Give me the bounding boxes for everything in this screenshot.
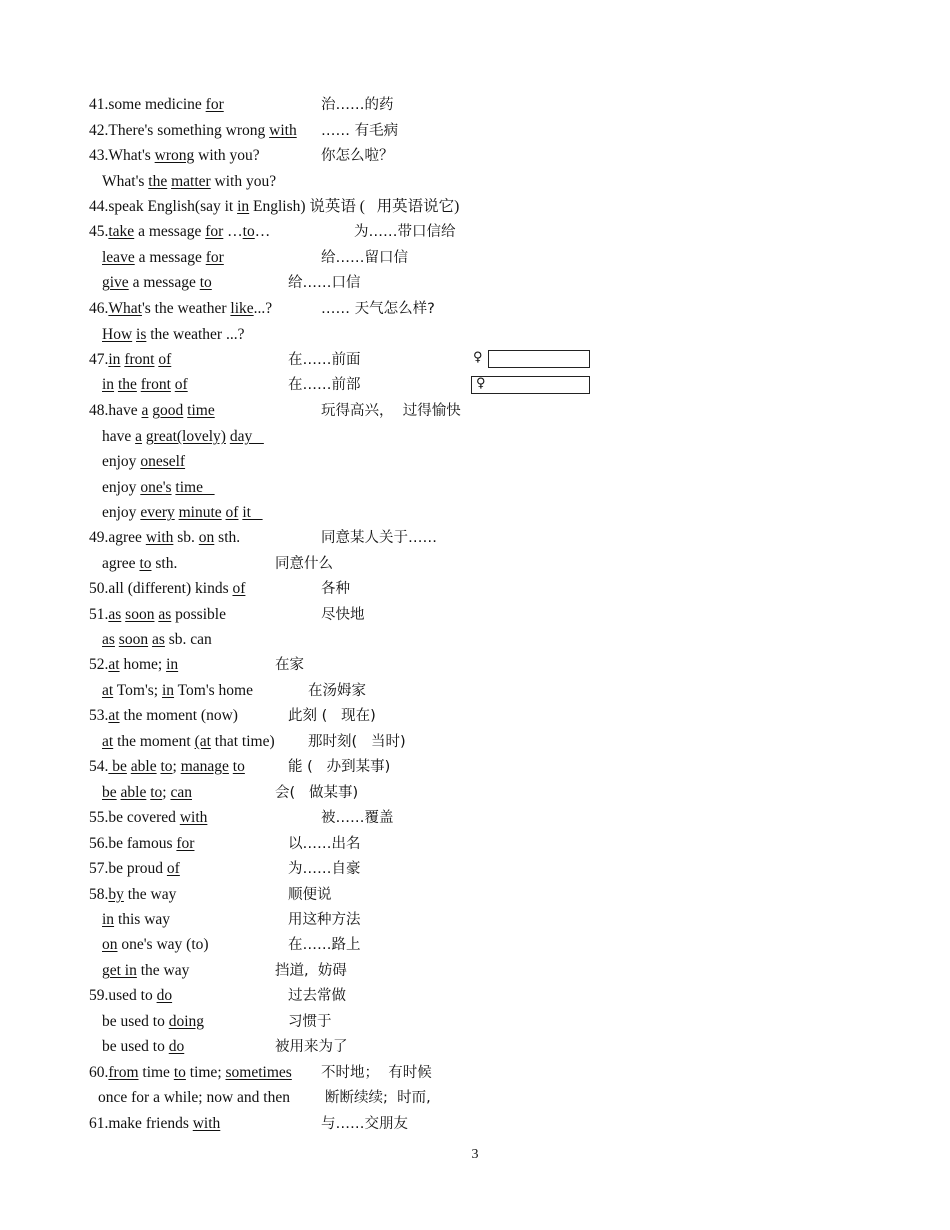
underlined-word: time <box>175 479 215 496</box>
english-phrase <box>89 808 207 828</box>
underlined-word: great(lovely) <box>145 428 226 445</box>
phrase-text: this way <box>114 911 171 928</box>
underlined-word: minute <box>178 504 222 521</box>
english-phrase <box>89 986 172 1006</box>
underlined-word: give <box>102 274 129 291</box>
phrase-text: 54. <box>89 758 109 775</box>
underlined-word: to <box>242 223 255 240</box>
phrase-text: 's the weather <box>141 300 231 317</box>
chinese-meaning: 你怎么啦？ <box>321 148 394 164</box>
chinese-meaning: 挡道, 妨碍 <box>275 963 347 979</box>
underlined-word: as <box>158 606 172 623</box>
underlined-word: of <box>174 376 188 393</box>
english-phrase <box>102 325 244 345</box>
chinese-meaning: 给……口信 <box>288 275 361 291</box>
english-phrase <box>89 655 178 675</box>
phrase-text: ; <box>162 784 171 801</box>
blank-box-front <box>488 350 590 368</box>
phrase-text: sb. <box>173 529 199 546</box>
underlined-word: of <box>158 351 172 368</box>
underlined-word: in <box>102 911 115 928</box>
underlined-word: with <box>179 809 208 826</box>
english-phrase <box>102 478 215 498</box>
underlined-word: as <box>151 631 165 648</box>
phrase-text: 44.speak English(say it <box>89 198 238 215</box>
underlined-word: do <box>168 1038 185 1055</box>
english-phrase <box>89 146 260 166</box>
phrase-text: 48.have <box>89 402 142 419</box>
underlined-word: the <box>148 173 168 190</box>
phrase-text: agree <box>102 555 140 572</box>
underlined-word: a <box>135 428 143 445</box>
chinese-meaning: 断断续续; 时而, <box>325 1090 431 1106</box>
phrase-text: the way <box>123 886 177 903</box>
english-phrase <box>102 172 276 192</box>
chinese-meaning: 在……前部 <box>288 377 361 393</box>
chinese-meaning: 以……出名 <box>288 836 361 852</box>
chinese-meaning: 能 ( 办到某事) <box>288 759 391 775</box>
phrase-text: the way <box>136 962 190 979</box>
english-phrase <box>102 681 253 701</box>
underlined-word: every <box>140 504 175 521</box>
phrase-text: be used to <box>102 1038 169 1055</box>
phrase-text: 56.be famous <box>89 835 177 852</box>
chinese-meaning: 顺便说 <box>288 887 332 903</box>
underlined-word: wrong <box>154 147 195 164</box>
underlined-word: time <box>187 402 215 419</box>
english-phrase <box>102 961 189 981</box>
underlined-word: day <box>229 428 264 445</box>
underlined-word: can <box>170 784 192 801</box>
underlined-word: at <box>108 656 120 673</box>
underlined-word: to <box>232 758 245 775</box>
underlined-word: on <box>198 529 215 546</box>
underlined-word: of <box>232 580 246 597</box>
underlined-word: with <box>269 122 297 139</box>
chinese-meaning: 为……自豪 <box>288 861 361 877</box>
underlined-word: manage <box>180 758 229 775</box>
underlined-word: in <box>108 351 121 368</box>
underlined-word: with <box>145 529 174 546</box>
phrase-text: sth. <box>214 529 241 546</box>
underlined-word: oneself <box>140 453 186 470</box>
underlined-word: to <box>150 784 163 801</box>
chinese-meaning: 此刻 ( 现在) <box>288 708 376 724</box>
english-phrase <box>102 1012 204 1032</box>
english-phrase <box>89 706 238 726</box>
english-phrase <box>89 834 194 854</box>
phrase-text: with you? <box>194 147 260 164</box>
underlined-word: a <box>141 402 149 419</box>
underlined-word: able <box>120 784 147 801</box>
english-phrase <box>89 299 272 319</box>
underlined-word: at <box>102 682 114 699</box>
underlined-word: soon <box>118 631 149 648</box>
phrase-text: have <box>102 428 136 445</box>
phrase-text: home; <box>119 656 167 673</box>
underlined-word: in <box>237 198 250 215</box>
underlined-word: able <box>130 758 157 775</box>
underlined-word: of <box>166 860 180 877</box>
english-phrase <box>102 427 264 447</box>
underlined-word: in <box>102 376 115 393</box>
underlined-word: to <box>160 758 173 775</box>
underlined-word: at <box>108 707 120 724</box>
english-phrase <box>89 1114 220 1134</box>
underlined-word: What <box>108 300 142 317</box>
phrase-text: … <box>223 223 243 240</box>
phrase-text: enjoy <box>102 453 141 470</box>
phrase-text: Tom's; <box>113 682 162 699</box>
phrase-text: 61.make friends <box>89 1115 193 1132</box>
female-symbol-icon: ♀ <box>473 350 483 365</box>
phrase-text: 59.used to <box>89 987 157 1004</box>
english-phrase <box>102 375 188 395</box>
phrase-text: the weather ...? <box>146 326 245 343</box>
phrase-text: one's way (to) <box>117 936 209 953</box>
english-phrase <box>98 1088 290 1108</box>
underlined-word: leave <box>102 249 135 266</box>
english-phrase <box>102 935 209 955</box>
chinese-meaning: 被用来为了 <box>275 1039 348 1055</box>
phrase-text: 45. <box>89 223 109 240</box>
phrase-text: enjoy <box>102 504 141 521</box>
english-phrase <box>89 197 459 217</box>
underlined-word: by <box>108 886 124 903</box>
english-phrase <box>102 452 185 472</box>
phrase-text: 50.all (different) kinds <box>89 580 233 597</box>
english-phrase <box>89 859 180 879</box>
underlined-word: be <box>102 784 117 801</box>
underlined-word: like <box>230 300 254 317</box>
underlined-word: to <box>173 1064 186 1081</box>
underlined-word: take <box>108 223 135 240</box>
phrase-text: 60. <box>89 1064 109 1081</box>
english-phrase <box>89 528 240 548</box>
chinese-meaning: 在……前面 <box>288 352 361 368</box>
phrase-text: 52. <box>89 656 109 673</box>
phrase-text: a message <box>134 249 206 266</box>
english-phrase <box>102 910 170 930</box>
underlined-word: sometimes <box>225 1064 292 1081</box>
blank-box-front-part <box>471 376 590 394</box>
chinese-meaning: 治……的药 <box>321 97 394 113</box>
english-phrase <box>102 273 212 293</box>
phrase-text: possible <box>171 606 226 623</box>
phrase-text: English) 说英语 ( 用英语说它) <box>249 198 460 215</box>
underlined-word: front <box>140 376 171 393</box>
chinese-meaning: 各种 <box>321 581 350 597</box>
phrase-text: enjoy <box>102 479 141 496</box>
chinese-meaning: 同意某人关于…… <box>321 530 437 546</box>
english-phrase <box>89 121 297 141</box>
underlined-word: to <box>199 274 212 291</box>
english-phrase <box>89 350 171 370</box>
chinese-meaning: 同意什么 <box>275 556 333 572</box>
english-phrase <box>102 554 177 574</box>
underlined-word: of <box>225 504 239 521</box>
chinese-meaning: 在……路上 <box>288 937 361 953</box>
chinese-meaning: 那时刻( 当时) <box>308 734 406 750</box>
english-phrase <box>89 885 176 905</box>
female-symbol-icon: ♀ <box>476 376 486 391</box>
underlined-word: soon <box>125 606 155 623</box>
phrase-text: 49.agree <box>89 529 146 546</box>
english-phrase <box>102 630 212 650</box>
chinese-meaning: 习惯于 <box>288 1014 332 1030</box>
chinese-meaning: 为……带口信给 <box>354 224 456 240</box>
page-number: 3 <box>471 1147 479 1162</box>
phrase-text: that time) <box>210 733 275 750</box>
underlined-word: with <box>192 1115 221 1132</box>
phrase-text: 58. <box>89 886 109 903</box>
chinese-meaning: 不时地； 有时候 <box>321 1065 432 1081</box>
phrase-text: once for a while; now and then <box>98 1089 290 1106</box>
phrase-text: the moment (now) <box>119 707 238 724</box>
underlined-word: front <box>124 351 155 368</box>
underlined-word: do <box>156 987 173 1004</box>
english-phrase <box>89 757 245 777</box>
phrase-text: with you? <box>210 173 277 190</box>
chinese-meaning: 给……留口信 <box>321 250 408 266</box>
phrase-text: Tom's home <box>174 682 253 699</box>
phrase-text: a message <box>128 274 200 291</box>
underlined-word: (at <box>194 733 211 750</box>
underlined-word: for <box>205 249 224 266</box>
underlined-word: is <box>136 326 147 343</box>
underlined-word: on <box>102 936 118 953</box>
english-phrase <box>102 783 192 803</box>
chinese-meaning: 玩得高兴， 过得愉快 <box>321 403 461 419</box>
english-phrase <box>102 732 275 752</box>
phrase-text: 53. <box>89 707 109 724</box>
phrase-text: the moment <box>113 733 195 750</box>
underlined-word: for <box>205 223 224 240</box>
phrase-text: a message <box>134 223 206 240</box>
phrase-text: 41.some medicine <box>89 96 206 113</box>
chinese-meaning: 在汤姆家 <box>308 683 366 699</box>
underlined-word: one's <box>140 479 172 496</box>
underlined-word: as <box>108 606 122 623</box>
phrase-text: be used to <box>102 1013 169 1030</box>
underlined-word: matter <box>171 173 211 190</box>
phrase-text: 51. <box>89 606 109 623</box>
underlined-word: it <box>242 504 263 521</box>
underlined-word: in <box>166 656 179 673</box>
english-phrase <box>89 222 270 242</box>
phrase-text: sb. can <box>164 631 212 648</box>
english-phrase <box>89 579 245 599</box>
phrase-text: 46. <box>89 300 109 317</box>
underlined-word: be <box>108 758 127 775</box>
english-phrase <box>102 248 224 268</box>
underlined-word: from <box>108 1064 139 1081</box>
underlined-word: to <box>139 555 152 572</box>
english-phrase <box>89 95 224 115</box>
chinese-meaning: 用这种方法 <box>288 912 361 928</box>
phrase-text: time <box>138 1064 174 1081</box>
underlined-word: good <box>152 402 184 419</box>
chinese-meaning: 被……覆盖 <box>321 810 394 826</box>
phrase-text: 57.be proud <box>89 860 167 877</box>
english-phrase <box>102 503 263 523</box>
phrase-text: ...? <box>253 300 273 317</box>
english-phrase <box>102 1037 184 1057</box>
chinese-meaning: 与……交朋友 <box>321 1116 408 1132</box>
phrase-text: 55.be covered <box>89 809 180 826</box>
english-phrase <box>89 401 215 421</box>
chinese-meaning: 过去常做 <box>288 988 346 1004</box>
underlined-word: in <box>161 682 175 699</box>
phrase-text: 43.What's <box>89 147 155 164</box>
underlined-word: at <box>102 733 114 750</box>
phrase-text: sth. <box>151 555 178 572</box>
underlined-word: for <box>205 96 224 113</box>
underlined-word: as <box>102 631 115 648</box>
underlined-word: get in <box>102 962 137 979</box>
phrase-text: 42.There's something wrong <box>89 122 270 139</box>
phrase-text: What's <box>102 173 149 190</box>
chinese-meaning: 会( 做某事) <box>275 785 359 801</box>
english-phrase <box>89 605 226 625</box>
chinese-meaning: …… 有毛病 <box>321 123 399 139</box>
phrase-text: … <box>254 223 271 240</box>
phrase-text: 47. <box>89 351 109 368</box>
underlined-word: for <box>176 835 195 852</box>
english-phrase <box>89 1063 292 1083</box>
underlined-word: doing <box>168 1013 205 1030</box>
chinese-meaning: …… 天气怎么样? <box>321 301 435 317</box>
chinese-meaning: 在家 <box>275 657 304 673</box>
underlined-word: How <box>102 326 133 343</box>
underlined-word: the <box>117 376 137 393</box>
phrase-text: ; <box>172 758 181 775</box>
phrase-text: time; <box>185 1064 226 1081</box>
chinese-meaning: 尽快地 <box>321 607 365 623</box>
